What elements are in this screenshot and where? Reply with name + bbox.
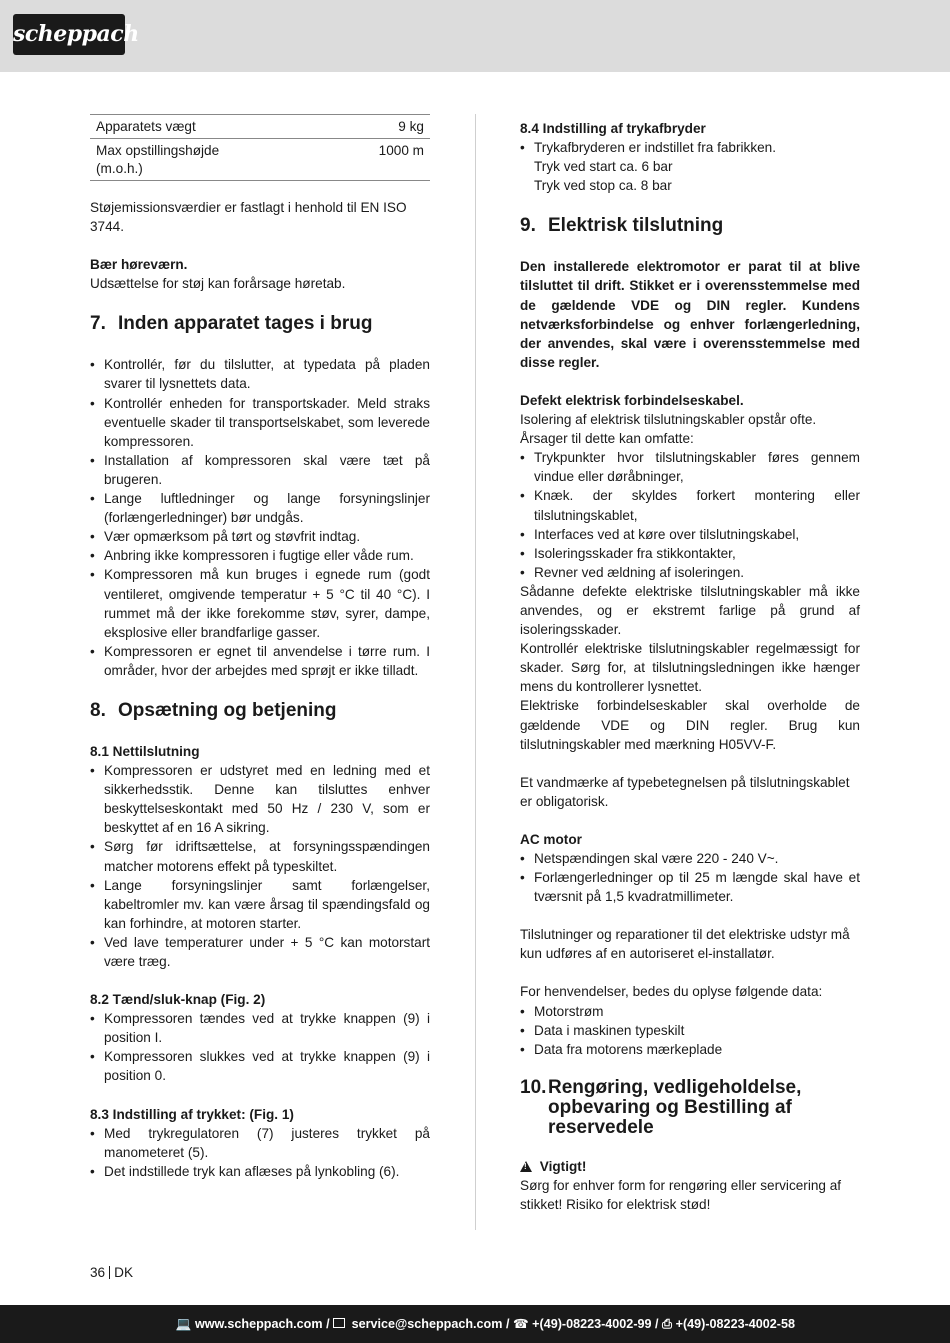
list-item: • Kompressoren er udstyret med en ledning med et sikkerhedsstik. Denne kan tilsluttes enhver beskyttelseskontakt med 50 Hz / 230 V, som er beskyttet af en 16 A sikring. <box>90 761 430 837</box>
subsection-8-1-list <box>90 761 430 971</box>
subsection-8-2-list <box>90 1009 430 1085</box>
section-7-heading <box>90 312 430 336</box>
defect-cable-title: Defekt elektrisk forbindelseskabel. <box>520 392 744 408</box>
hearing-warning-text: Udsættelse for støj kan forårsage høretab. <box>90 276 346 292</box>
spec-label: Apparatets vægt <box>96 119 196 134</box>
list-item: • Med trykregulatoren (7) justeres trykket på manometeret (5). <box>90 1124 430 1162</box>
defect-cable-line: Årsager til dette kan omfatte: <box>520 431 694 447</box>
defect-causes-list <box>520 448 860 582</box>
section-10-heading <box>520 1078 860 1138</box>
fax-icon: ⎙ <box>662 1317 673 1331</box>
noise-text: Støjemissionsværdier er fastlagt i henhold til EN ISO 3744. <box>90 200 407 235</box>
section-9-heading <box>520 214 860 238</box>
section-7-list <box>90 355 430 680</box>
list-item: • Kompressoren tændes ved at trykke knappen (9) i position I. <box>90 1009 430 1047</box>
subsection-8-2-title: 8.2 Tænd/sluk-knap (Fig. 2) <box>90 992 266 1008</box>
list-item: • Kompressoren må kun bruges i egnede rum (godt ventileret, omgivende temperatur + 5 °C til 40 °C). I rummet må der ikke forekomme støv, syrer, dampe, eksplosive eller brandfarlige gasser. <box>90 565 430 641</box>
list-item: • Netspændingen skal være 220 - 240 V~. <box>520 849 860 868</box>
list-item: • Installation af kompressoren skal være tæt på brugeren. <box>90 451 430 489</box>
inquiry-intro: For henvendelser, bedes du oplyse følgende data: <box>520 984 823 1000</box>
section-title: Inden apparatet tages i brug <box>118 313 373 335</box>
left-column <box>90 114 430 1200</box>
subsection-8-4-list <box>520 138 860 157</box>
inquiry-list <box>520 1002 860 1059</box>
section-title: Elektrisk tilslutning <box>548 215 724 237</box>
list-item: • Interfaces ved at køre over tilslutningskabel, <box>520 525 860 544</box>
defect-paragraph: Sådanne defekte elektriske tilslutningskabler må ikke anvendes, og er ekstremt farlige på grund af isoleringsskader. <box>520 583 860 638</box>
electrical-intro: Den installerede elektromotor er parat til at blive tilsluttet til drift. Stikket er i overensstemmelse med de gældende VDE og DIN regler. Kundens netværksforbindelse og enhver forlængerledning, der anvendes, skal være i overensstemmelse med disse regler. <box>520 259 860 370</box>
list-item: • Vær opmærksom på tørt og støvfrit indtag. <box>90 527 430 546</box>
page-separator <box>109 1266 110 1279</box>
list-item: • Anbring ikke kompressoren i fugtige eller våde rum. <box>90 546 430 565</box>
pressure-start: Tryk ved start ca. 6 bar <box>534 159 673 175</box>
list-item: • Kontrollér, før du tilslutter, at typedata på pladen svarer til lysnettets data. <box>90 355 430 393</box>
phone-icon: ☎ <box>512 1317 529 1331</box>
subsection-8-3-title: 8.3 Indstilling af trykket: (Fig. 1) <box>90 1106 294 1122</box>
hearing-warning-title: Bær høreværn. <box>90 257 188 273</box>
section-title: Opsætning og betjening <box>118 699 337 721</box>
list-item: • Kontrollér enheden for transportskader. Meld straks eventuelle skader til transportselskabet, som leverede kompressoren. <box>90 394 430 451</box>
hearing-block <box>90 255 430 293</box>
email-link[interactable]: service@scheppach.com <box>351 1317 503 1331</box>
list-item: • Kompressoren slukkes ved at trykke knappen (9) i position 0. <box>90 1047 430 1085</box>
email-icon <box>333 1318 345 1328</box>
ac-motor-title: AC motor <box>520 831 582 847</box>
warning-triangle-icon <box>520 1161 532 1172</box>
spec-value: 1000 m <box>378 143 424 158</box>
list-item: • Trykafbryderen er indstillet fra fabrikken. <box>520 138 860 157</box>
warning-title: Vigtigt! <box>539 1158 587 1174</box>
footer-band <box>0 1305 950 1343</box>
table-row <box>90 139 430 181</box>
list-item: • Lange luftledninger og lange forsyningslinjer (forlængerledninger) bør undgås. <box>90 489 430 527</box>
installer-paragraph: Tilslutninger og reparationer til det elektriske udstyr må kun udføres af en autoriseret el-installatør. <box>520 927 850 962</box>
list-item: • Trykpunkter hvor tilslutningskabler føres gennem vindue eller døråbninger, <box>520 448 860 486</box>
table-row <box>90 115 430 139</box>
defect-cable-line: Isolering af elektrisk tilslutningskabler opstår ofte. <box>520 412 817 428</box>
watermark-paragraph: Et vandmærke af typebetegnelsen på tilslutningskablet er obligatorisk. <box>520 774 850 809</box>
website-link[interactable]: www.scheppach.com <box>194 1317 323 1331</box>
section-number: 10. <box>520 1076 547 1098</box>
section-title: Rengøring, vedligeholdelse, opbevaring og Bestilling af reservedele <box>548 1076 802 1138</box>
laptop-icon: 💻 <box>175 1317 192 1331</box>
list-item: • Revner ved ældning af isoleringen. <box>520 563 860 582</box>
list-item: • Lange forsyningslinjer samt forlængelser, kabeltromler mv. kan være årsag til spændingsfald og kan forhindre, at motoren starter. <box>90 876 430 933</box>
warning-text: Sørg for enhver form for rengøring eller servicering af stikket! Risiko for elektrisk stød! <box>520 1177 842 1213</box>
subsection-8-3-list <box>90 1124 430 1181</box>
header-band <box>0 0 950 72</box>
list-item: • Motorstrøm <box>520 1002 860 1021</box>
section-8-heading <box>90 699 430 723</box>
warning-title-row <box>520 1157 860 1176</box>
ac-motor-list <box>520 849 860 906</box>
list-item: • Data fra motorens mærkeplade <box>520 1040 860 1059</box>
scheppach-logo: scheppach <box>13 14 125 55</box>
page-number <box>90 1263 133 1282</box>
phone-number: +(49)-08223-4002-99 <box>532 1317 652 1331</box>
footer-contacts: 💻 www.scheppach.com / service@scheppach.com / ☎ +(49)-08223-4002-99 / ⎙ +(49)-08223-4002-58 <box>175 1317 795 1331</box>
list-item: • Forlængerledninger op til 25 m længde skal have et tværsnit på 1,5 kvadratmillimeter. <box>520 868 860 906</box>
list-item: • Sørg før idriftsættelse, at forsyningsspændingen matcher motorens effekt på typeskiltet. <box>90 837 430 875</box>
list-item: • Kompressoren er egnet til anvendelse i tørre rum. I områder, hvor der arbejdes med sprøjt er ikke tilladt. <box>90 642 430 680</box>
list-item: • Det indstillede tryk kan aflæses på lynkobling (6). <box>90 1162 430 1181</box>
list-item: • Ved lave temperaturer under + 5 °C kan motorstart være træg. <box>90 933 430 971</box>
subsection-8-1-title: 8.1 Nettilslutning <box>90 743 200 759</box>
spec-value: 9 kg <box>398 119 424 134</box>
pressure-stop: Tryk ved stop ca. 8 bar <box>534 178 672 194</box>
spec-label: Max opstillingshøjde (m.o.h.) <box>96 143 220 176</box>
section-number: 7. <box>90 313 106 335</box>
column-divider <box>475 114 476 1230</box>
list-item: • Knæk. der skyldes forkert montering eller tilslutningskablet, <box>520 486 860 524</box>
language-code: DK <box>114 1265 134 1280</box>
defect-paragraph: Kontrollér elektriske tilslutningskabler regelmæssigt for skader. Sørg for, at tilslutningsledningen ikke hænger mens du kontrollerer lysnettet. <box>520 641 860 695</box>
fax-number: +(49)-08223-4002-58 <box>675 1317 795 1331</box>
page-number-value: 36 <box>90 1265 106 1280</box>
specs-table <box>90 114 430 181</box>
section-number: 9. <box>520 215 536 237</box>
section-number: 8. <box>90 699 106 721</box>
list-item: • Isoleringsskader fra stikkontakter, <box>520 544 860 563</box>
defect-paragraph: Elektriske forbindelseskabler skal overholde de gældende VDE og DIN regler. Brug kun tilslutningskabler med mærkning H05VV-F. <box>520 698 860 752</box>
list-item: • Data i maskinen typeskilt <box>520 1021 860 1040</box>
subsection-8-4-title: 8.4 Indstilling af trykafbryder <box>520 121 706 136</box>
right-column <box>520 119 860 1214</box>
